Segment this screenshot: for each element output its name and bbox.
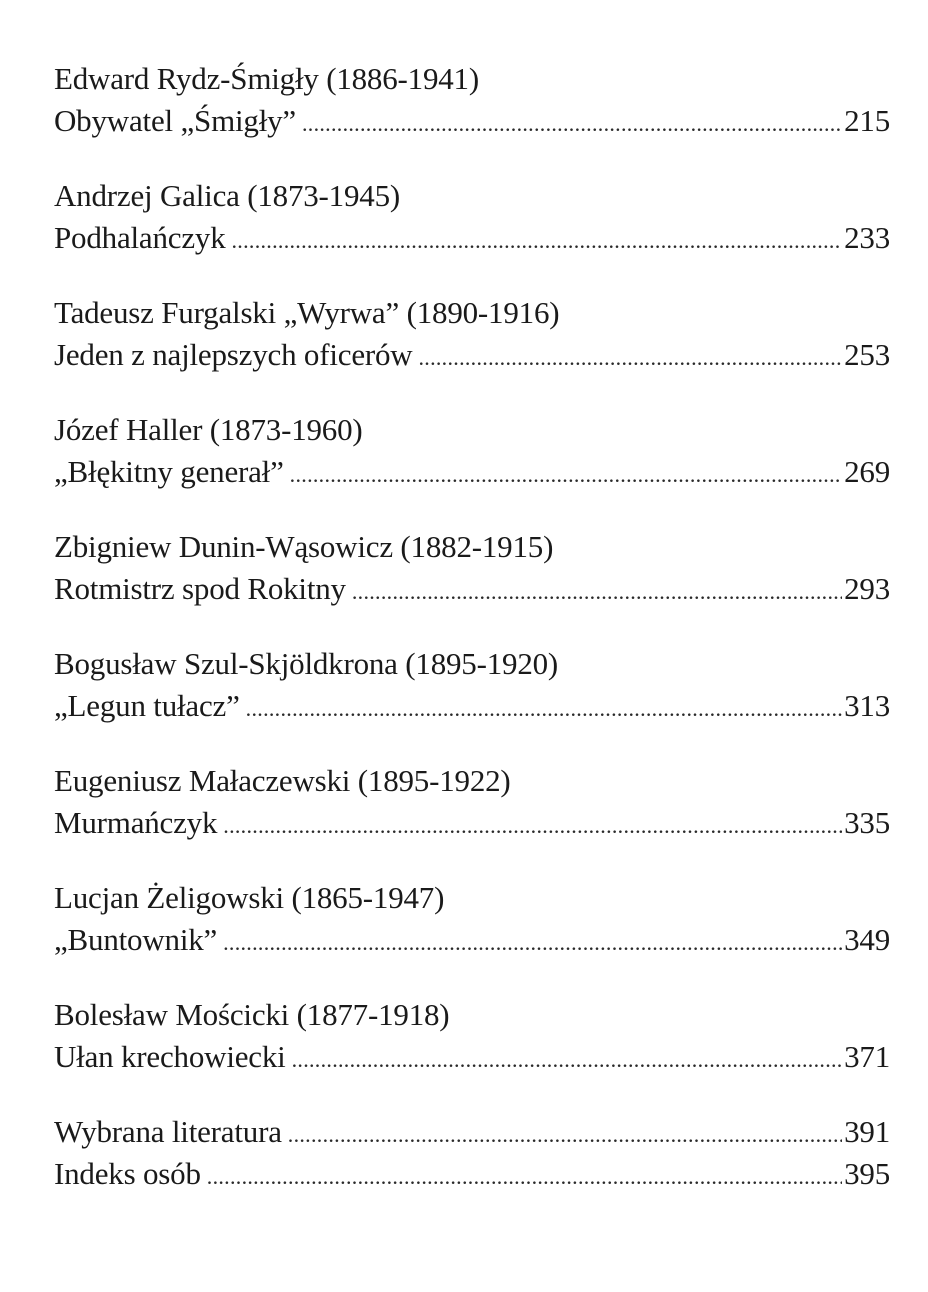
back-matter-page-number: 391 [844, 1114, 890, 1149]
entry-page-number: 349 [844, 922, 890, 957]
dot-leader [232, 220, 843, 262]
entry-heading: Edward Rydz-Śmigły (1886-1941) [54, 61, 479, 96]
entry-title: „Buntownik” [54, 922, 218, 957]
entry-title-line [54, 685, 890, 727]
entry-heading: Zbigniew Dunin-Wąsowicz (1882-1915) [54, 529, 554, 564]
toc-entry [54, 409, 890, 493]
entry-title-line [54, 1036, 890, 1078]
entry-title: Jeden z najlepszych oficerów [54, 337, 413, 372]
entry-page-number: 313 [844, 688, 890, 723]
toc-entry [54, 760, 890, 844]
dot-leader [223, 805, 842, 847]
entry-page-number: 253 [844, 337, 890, 372]
entry-heading: Andrzej Galica (1873-1945) [54, 178, 401, 213]
back-matter-title: Indeks osób [54, 1156, 201, 1191]
back-matter-page-number: 395 [844, 1156, 890, 1191]
entry-title-line [54, 802, 890, 844]
toc-entry [54, 643, 890, 727]
entry-title: Murmańczyk [54, 805, 218, 840]
entry-title: Obywatel „Śmigły” [54, 103, 296, 138]
entry-page-number: 293 [844, 571, 890, 606]
entry-heading: Lucjan Żeligowski (1865-1947) [54, 880, 445, 915]
toc-entry [54, 877, 890, 961]
dot-leader [207, 1156, 842, 1198]
entry-title-line [54, 568, 890, 610]
entry-page-number: 215 [844, 103, 890, 138]
entry-heading: Bolesław Mościcki (1877-1918) [54, 997, 450, 1032]
toc-entry [54, 526, 890, 610]
entry-heading: Bogusław Szul-Skjöldkrona (1895-1920) [54, 646, 559, 681]
dot-leader [290, 454, 842, 496]
dot-leader [418, 337, 842, 379]
entry-page-number: 371 [844, 1039, 890, 1074]
entry-title: Ułan krechowiecki [54, 1039, 286, 1074]
entry-title-line [54, 100, 890, 142]
dot-leader [292, 1039, 843, 1081]
entry-page-number: 233 [844, 220, 890, 255]
dot-leader [352, 571, 842, 613]
toc-entry [54, 58, 890, 142]
entry-title: „Błękitny generał” [54, 454, 284, 489]
entry-page-number: 335 [844, 805, 890, 840]
entry-page-number: 269 [844, 454, 890, 489]
entry-heading: Eugeniusz Małaczewski (1895-1922) [54, 763, 511, 798]
entry-title-line [54, 919, 890, 961]
back-matter [54, 1111, 890, 1195]
entry-heading: Tadeusz Furgalski „Wyrwa” (1890-1916) [54, 295, 560, 330]
table-of-contents [54, 58, 890, 1195]
dot-leader [246, 688, 842, 730]
back-matter-line [54, 1153, 890, 1195]
back-matter-line [54, 1111, 890, 1153]
dot-leader [302, 103, 842, 145]
toc-entry [54, 175, 890, 259]
dot-leader [288, 1114, 842, 1156]
entry-title-line [54, 217, 890, 259]
toc-entry [54, 292, 890, 376]
back-matter-title: Wybrana literatura [54, 1114, 282, 1149]
entry-heading: Józef Haller (1873-1960) [54, 412, 363, 447]
toc-entry [54, 994, 890, 1078]
dot-leader [223, 922, 842, 964]
entry-title: Podhalańczyk [54, 220, 226, 255]
entry-title: Rotmistrz spod Rokitny [54, 571, 346, 606]
entry-title-line [54, 334, 890, 376]
entry-title-line [54, 451, 890, 493]
entry-title: „Legun tułacz” [54, 688, 240, 723]
